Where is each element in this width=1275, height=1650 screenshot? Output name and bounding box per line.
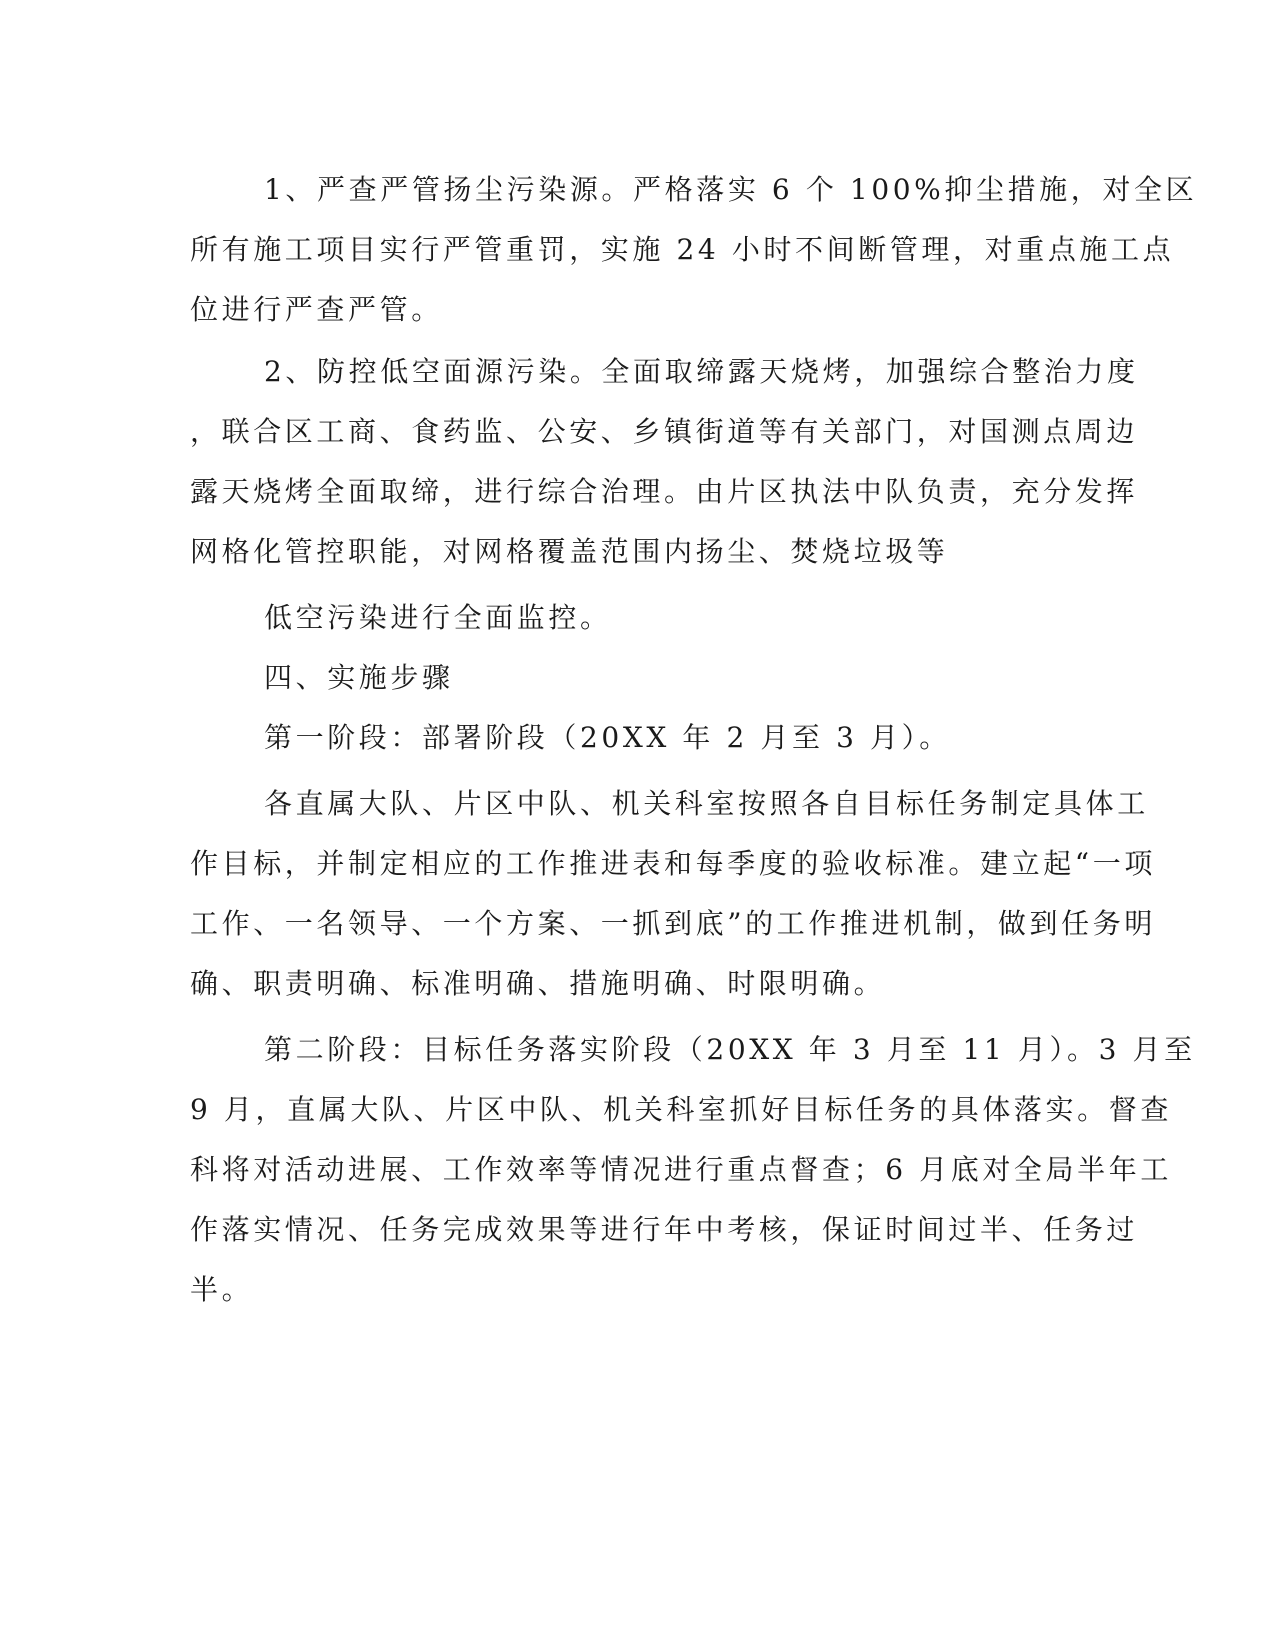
text-line: 半。	[190, 1273, 254, 1306]
text-line: 网格化管控职能，对网格覆盖范围内扬尘、焚烧垃圾等	[190, 535, 949, 568]
text-line: 工作、一名领导、一个方案、一抓到底”的工作推进机制，做到任务明	[190, 907, 1156, 940]
text-line: 9 月，直属大队、片区中队、机关科室抓好目标任务的具体落实。督查	[190, 1093, 1172, 1126]
text-line: ，联合区工商、食药监、公安、乡镇街道等有关部门，对国测点周边	[190, 415, 1139, 448]
phase-heading: 第一阶段：部署阶段（20XX 年 2 月至 3 月）。	[264, 721, 951, 754]
text-line: 第二阶段：目标任务落实阶段（20XX 年 3 月至 11 月）。3 月至	[264, 1033, 1196, 1066]
text-line: 1、严查严管扬尘污染源。严格落实 6 个 100%抑尘措施，对全区	[264, 173, 1198, 206]
text-line: 作落实情况、任务完成效果等进行年中考核，保证时间过半、任务过	[190, 1213, 1139, 1246]
text-line: 2、防控低空面源污染。全面取缔露天烧烤，加强综合整治力度	[264, 355, 1139, 388]
text-line: 位进行严查严管。	[190, 293, 443, 326]
text-line: 作目标，并制定相应的工作推进表和每季度的验收标准。建立起“一项	[190, 847, 1156, 880]
text-line: 确、职责明确、标准明确、措施明确、时限明确。	[190, 967, 886, 1000]
text-line: 各直属大队、片区中队、机关科室按照各自目标任务制定具体工	[264, 787, 1149, 820]
text-line: 低空污染进行全面监控。	[264, 601, 612, 634]
text-line: 所有施工项目实行严管重罚，实施 24 小时不间断管理，对重点施工点	[190, 233, 1175, 266]
text-line: 露天烧烤全面取缔，进行综合治理。由片区执法中队负责，充分发挥	[190, 475, 1139, 508]
section-heading: 四、实施步骤	[264, 661, 454, 694]
text-line: 科将对活动进展、工作效率等情况进行重点督查；6 月底对全局半年工	[190, 1153, 1172, 1186]
